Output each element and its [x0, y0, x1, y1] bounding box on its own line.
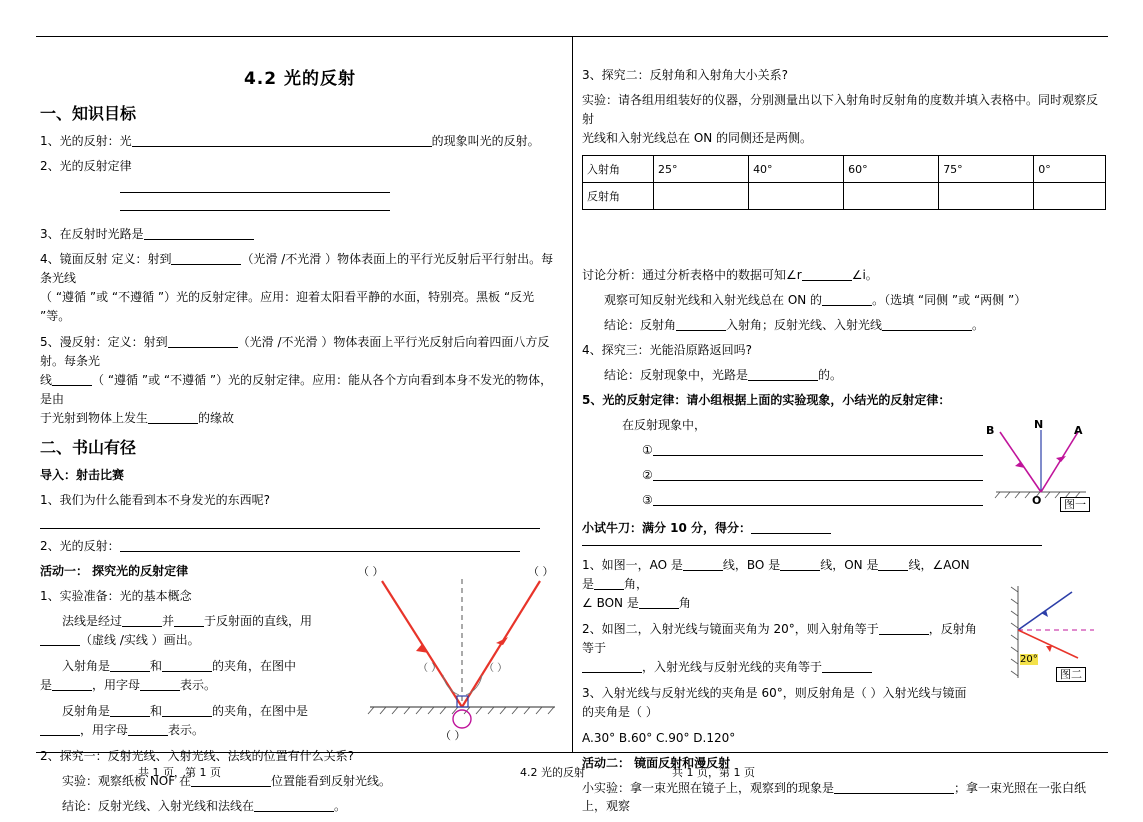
blank-line[interactable] — [171, 251, 241, 265]
blank-line[interactable] — [582, 659, 642, 673]
blank-line[interactable] — [683, 557, 723, 571]
blank-line[interactable] — [132, 133, 432, 147]
section-study-path: 二、书山有径 — [40, 438, 137, 457]
cell-reflection-3[interactable] — [939, 183, 1034, 210]
activity-2-experiment: 小实验：拿一束光照在镜子上，观察到的现象是 ；拿一束光照在一张白纸上，观察 — [582, 781, 1087, 813]
fig1-label-B: B — [986, 424, 995, 437]
exercise-2: 2、如图二，入射光线与镜面夹角为 20°，则入射角等于 ，反射角等于 ，入射光线与反射光线的夹角等于 — [582, 622, 977, 674]
law-item-2: ② — [642, 466, 1106, 484]
cell-reflection-2[interactable] — [844, 183, 939, 210]
blank-line[interactable] — [653, 492, 983, 506]
blank-line[interactable] — [122, 613, 162, 627]
page-title: 4.2 光的反射 — [243, 69, 357, 89]
inquiry-1: 2、探究一：反射光线、入射光线、法线的位置有什么关系? — [40, 749, 355, 763]
lead-in: 导入：射击比赛 — [40, 468, 125, 482]
blank-line[interactable] — [148, 410, 198, 424]
angle-table — [582, 155, 1106, 210]
blank-line[interactable] — [52, 677, 92, 691]
activity-2-title: 活动二： 镜面反射和漫反射 — [582, 756, 731, 770]
reflection-law-summary-title: 5、光的反射定律：请小组根据上面的实验现象，小结光的反射定律： — [582, 393, 951, 407]
fig1-caption: 图一 — [1060, 496, 1090, 512]
item-diffuse-reflection: 5、漫反射：定义：射到 （光滑 /不光滑 ）物体表面上平行光反射后向着四面八方反射。每条光 线 （ “遵循 ”或 “不遵循 ”）光的反射定律。应用：能从各个方向看到本身不发光的物体，是由 于光射到物体上发生 的缘故 — [40, 335, 553, 425]
question-1: 1、我们为什么能看到本不身发光的东西呢? — [40, 493, 271, 507]
blank-line[interactable] — [110, 703, 150, 717]
figure-two — [994, 582, 1104, 692]
row-header-incidence: 入射角 — [583, 156, 654, 183]
cell-reflection-0[interactable] — [654, 183, 749, 210]
fig-bottom-paren: （ ） — [440, 729, 466, 742]
prep-title: 1、实验准备：光的基本概念 — [40, 589, 192, 603]
discussion-observation: 观察可知反射光线和入射光线总在 ON 的 。（选填 “同侧 ”或 “两侧 ”） — [604, 293, 1027, 307]
item-light-path: 3、在反射时光路是 — [40, 225, 560, 243]
blank-line[interactable] — [128, 722, 168, 736]
blank-line[interactable] — [834, 780, 954, 794]
blank-line[interactable] — [162, 703, 212, 717]
inquiry-1-experiment: 实验：观察纸板 NOF 在 位置能看到反射光线。 — [62, 774, 391, 788]
blank-line[interactable] — [676, 317, 726, 331]
inquiry-1-conclusion: 结论：反射光线、入射光线和法线在 。 — [62, 799, 347, 813]
incidence-angle-definition: 入射角是 和 的夹角，在图中 是 ，用字母 表示。 — [40, 659, 297, 692]
normal-line-definition: 法线是经过 并 于反射面的直线，用 （虚线 /实线 ）画出。 — [40, 612, 345, 650]
section-knowledge-goals: 一、知识目标 — [40, 104, 137, 123]
left-column — [40, 44, 560, 822]
blank-line[interactable] — [879, 621, 929, 635]
blank-line[interactable] — [822, 292, 872, 306]
fig-mid-left-paren: （ ） — [418, 663, 442, 674]
item-reflection-definition: 1、光的反射：光 的现象叫光的反射。 — [40, 134, 540, 148]
inquiry-2-experiment: 实验：请各组用组装好的仪器，分别测量出以下入射角时反射角的度数并填入表格中。同时观察反射 光线和入射光线总在 ON 的同侧还是两侧。 — [582, 93, 1099, 145]
blank-line[interactable] — [162, 658, 212, 672]
fig-left-paren: （ ） — [358, 565, 384, 578]
reflection-diagram-svg — [340, 567, 580, 747]
inquiry-2-title: 3、探究二：反射角和入射角大小关系? — [582, 68, 789, 82]
fig-right-paren: （ ） — [528, 565, 554, 578]
figure-two-svg — [994, 582, 1104, 687]
activity-1-title: 活动一： 探究光的反射定律 — [40, 564, 189, 578]
blank-line[interactable] — [653, 467, 983, 481]
blank-line[interactable] — [168, 334, 238, 348]
footer-right: 共 1 页，第 1 页 — [672, 766, 755, 779]
blank-line[interactable] — [110, 658, 150, 672]
figure-one — [982, 418, 1102, 534]
row-header-reflection: 反射角 — [583, 183, 654, 210]
blank-line[interactable] — [40, 722, 80, 736]
blank-line[interactable] — [52, 372, 92, 386]
blank-line[interactable] — [120, 538, 520, 552]
fig1-label-O: O — [1032, 494, 1042, 507]
reflection-diagram — [340, 567, 580, 747]
blank-line[interactable] — [144, 226, 254, 240]
cell-incidence-2[interactable]: 60° — [844, 156, 939, 183]
cell-incidence-0[interactable]: 25° — [654, 156, 749, 183]
reflection-law-lead: 在反射现象中， — [622, 418, 707, 432]
fig1-label-N: N — [1034, 418, 1044, 431]
blank-line[interactable] — [594, 576, 624, 590]
law-item-3: ③ — [642, 491, 1106, 509]
table-row — [583, 183, 1106, 210]
blank-line[interactable] — [748, 367, 818, 381]
blank-line[interactable] — [174, 613, 204, 627]
blank-line[interactable] — [822, 659, 872, 673]
footer-left: 共 1 页，第 1 页 — [138, 766, 221, 779]
footer-center: 4.2 光的反射 — [520, 766, 585, 779]
fig2-angle-label: 20° — [1020, 654, 1038, 665]
exercise-1: 1、如图一，AO 是 线，BO 是 线，ON 是 线，∠AON 是 角， ∠ BON 是 角 — [582, 558, 970, 610]
exercise-3-options: A.30° B.60° C.90° D.120° — [582, 731, 736, 745]
fig-mid-right-paren: （ ） — [484, 663, 508, 674]
fig1-label-A: A — [1074, 424, 1083, 437]
answer-rule-2[interactable] — [120, 209, 390, 211]
answer-line-q1[interactable] — [40, 527, 540, 529]
cell-reflection-1[interactable] — [749, 183, 844, 210]
inquiry-3-conclusion: 结论：反射现象中，光路是 的。 — [604, 368, 843, 382]
question-2: 2、光的反射： — [40, 537, 560, 555]
exercise-3: 3、入射光线与反射光线的夹角是 60°，则反射角是（ ）入射光线与镜面 的夹角是（ ） — [582, 686, 967, 719]
blank-line[interactable] — [653, 442, 983, 456]
item-reflection-law: 2、光的反射定律 — [40, 159, 132, 173]
blank-line[interactable] — [802, 267, 852, 281]
answer-rule-1[interactable] — [120, 191, 390, 193]
blank-line[interactable] — [882, 317, 972, 331]
quiz-title: 小试牛刀：满分 10 分，得分： — [582, 519, 1106, 537]
blank-line[interactable] — [639, 595, 679, 609]
blank-line[interactable] — [878, 557, 908, 571]
item-specular-reflection: 4、镜面反射 定义：射到 （光滑 /不光滑 ）物体表面上的平行光反射后平行射出。每条光线 （ “遵循 ”或 “不遵循 ”）光的反射定律。应用：迎着太阳看平静的水面，特别亮。黑板 “反光 ”等。 — [40, 252, 554, 323]
cell-incidence-1[interactable]: 40° — [749, 156, 844, 183]
cell-incidence-3[interactable]: 75° — [939, 156, 1034, 183]
score-blank[interactable] — [751, 520, 831, 534]
law-item-1: ① — [642, 441, 1106, 459]
blank-line[interactable] — [780, 557, 820, 571]
fig2-caption: 图二 — [1056, 666, 1086, 682]
blank-line[interactable] — [254, 798, 334, 812]
right-column — [582, 44, 1106, 822]
cell-reflection-4[interactable] — [1034, 183, 1106, 210]
blank-line[interactable] — [40, 632, 80, 646]
reflection-angle-definition: 反射角是 和 的夹角，在图中是 ，用字母 表示。 — [40, 702, 345, 740]
inquiry-3-title: 4、探究三：光能沿原路返回吗? — [582, 343, 753, 357]
discussion-analysis: 讨论分析：通过分析表格中的数据可知∠r ∠i。 — [582, 268, 878, 282]
quiz-divider — [582, 544, 1042, 546]
blank-line[interactable] — [140, 677, 180, 691]
table-row — [583, 156, 1106, 183]
discussion-conclusion: 结论：反射角 入射角；反射光线、入射光线 。 — [604, 318, 985, 332]
cell-incidence-4[interactable]: 0° — [1034, 156, 1106, 183]
